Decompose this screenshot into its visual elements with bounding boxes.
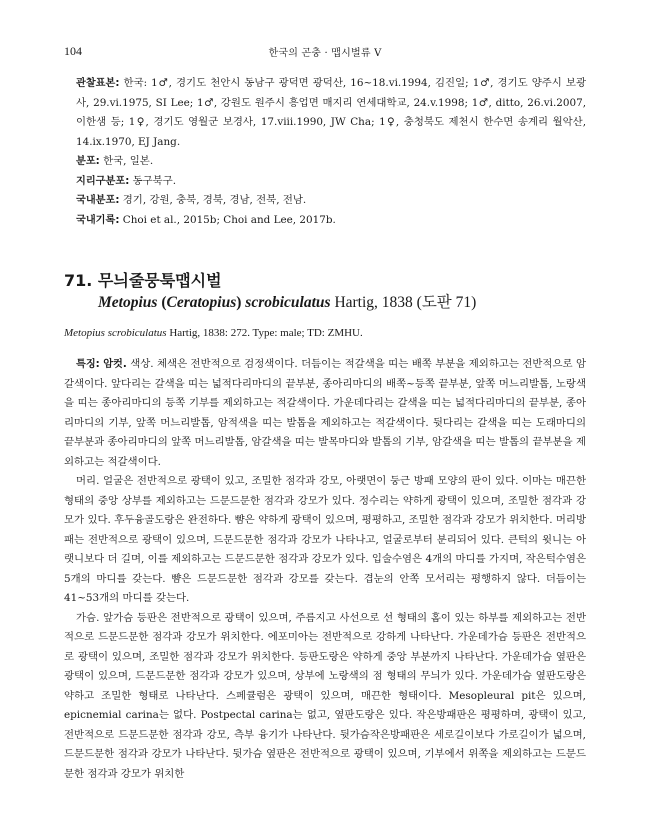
plate-reference: (도판 71) <box>416 294 477 311</box>
features-label: 특징: <box>76 359 100 370</box>
epithet: scrobiculatus <box>245 294 331 311</box>
species-scientific-name: Metopius (Ceratopius) scrobiculatus Hartig, 1838 (도판 71) <box>98 294 477 311</box>
description-head: 머리. 얼굴은 전반적으로 광택이 있고, 조밀한 점각과 강모, 아랫면이 둥근 방패 모양의 판이 있다. 이마는 매끈한 형태의 중앙 상부를 제외하고는 드문드문한 점각과 강모가 있다. 정수리는 약하게 광택이 있으며, 조밀한 점각과 강모가 있다. 후두융골도랑은 완전하다. 뺨은 약하게 광택이 있으며, 평평하고, 조밀한 점각과 강모가 위치한다. 머리방패는 전반적으로 광택이 있으며, 드문드문한 점각과 강모가 나타나고, 얼굴로부터 분리되어 있다. 큰턱의 윗니는 아랫니보다 더 길며, 이를 제외하고는 드문드문한 점각과 강모가 있다. 입술수염은 4개의 마디를 가지며, 작은턱수염은 5개의 마디를 갖는다. 뺨은 드문드문한 점각과 강모를 갖는다. 겹눈의 안쪽 모서리는 평행하지 않다. 더듬이는 41~53개의 마디를 갖는다. <box>64 475 586 604</box>
running-title: 한국의 곤충 · 맵시벌류 V <box>268 48 382 59</box>
subgenus: Ceratopius <box>166 294 237 311</box>
color-text: 색상. 체색은 전반적으로 검정색이다. 더듬이는 적갈색을 띠는 배쪽 부분을 제외하고는 전반적으로 암갈색이다. 앞다리는 갈색을 띠는 넓적다리마디의 끝부분, 종아리마디의 배쪽~등쪽 끝부분, 앞쪽 머느리발톱, 노랑색을 띠는 종아리마디의 등쪽 기부를 제외하고는 적갈색이다. 가운데다리는 갈색을 띠는 넓적다리마디의 끝부분, 종아리마디의 기부, 앞쪽 머느리발톱, 암적색을 띠는 발톱을 제외하고는 적갈색이다. 뒷다리는 갈색을 띠는 도래마디의 끝부분과 종아리마디의 앞쪽 머느리발톱, 암갈색을 띠는 발목마디와 발톱의 기부, 암갈색을 띠는 발톱의 끝부분을 제외하고는 적갈색이다. <box>64 358 587 468</box>
examined-text: 한국: 1♂, 경기도 천안시 동남구 광덕면 광덕산, 16~18.vi.1994, 김진일; 1♂, 경기도 양주시 보광사, 29.vi.1975, SI Lee; 1♂, 강원도 원주시 흥업면 매지리 연세대학교, 24.v.1998; 1♂, ditto, 26.vi.2007, 이한샘 등; 1♀, 경기도 영월군 보경사, 17.viii.1990, JW Cha; 1♀, 충청북도 제천시 한수면 송계리 월악산, 14.ix.1970, EJ Jang. <box>76 77 586 148</box>
domestic-label: 국내분포: <box>76 195 120 206</box>
domestic-distribution <box>64 191 586 211</box>
domestic-records-text: Choi et al., 2015b; Choi and Lee, 2017b. <box>122 213 336 226</box>
zoogeo-text: 동구북구. <box>132 174 177 187</box>
domestic-records <box>64 211 586 231</box>
specimen-records <box>64 74 586 230</box>
description-color <box>64 355 586 472</box>
species-number-name: 71. 무늬줄뭉툭맵시벌 <box>64 271 222 290</box>
examined-material <box>64 74 586 152</box>
distribution-text: 한국, 일본. <box>103 155 154 167</box>
synonym-line <box>64 327 586 339</box>
page-header <box>64 44 586 60</box>
authority: Hartig, 1838 <box>334 294 413 311</box>
domestic-text: 경기, 강원, 충북, 경북, 경남, 전북, 전남. <box>122 194 307 206</box>
distribution <box>64 152 586 172</box>
synonym-name: Metopius scrobiculatus <box>64 327 167 339</box>
synonym-rest: Hartig, 1838: 272. Type: male; TD: ZMHU. <box>169 327 363 339</box>
genus: Metopius <box>98 294 158 311</box>
zoogeo-label: 지리구분포: <box>76 175 130 187</box>
page-number: 104 <box>64 44 82 58</box>
female-label: 암컷. <box>103 359 127 370</box>
description-thorax: 가슴. 앞가슴 등판은 전반적으로 광택이 있으며, 주름지고 사선으로 선 형태의 홈이 있는 하부를 제외하고는 전반적으로 드문드문한 점각과 강모가 위치한다. 에포미아는 전반적으로 강하게 나타난다. 가운데가슴 등판은 전반적으로 광택이 있으며, 조밀한 점각과 강모가 위치한다. 등판도랑은 약하게 중앙 부분까지 나타난다. 가운데가슴 옆판은 광택이 있으며, 드문드문한 점각과 강모가 있으며, 상부에 노랑색의 점 형태의 무늬가 있다. 가운데가슴 옆판도랑은 약하고 조밀한 형태로 나타난다. 스페큘럼은 광택이 있으며, 매끈한 형태이다. Mesopleural pit은 있으며, epicnemial carina는 없다. Postpectal carina는 없고, 옆판도랑은 있다. 작은방패판은 평평하며, 광택이 있고, 전반적으로 드문드문한 점각과 강모, 측부 융기가 나타난다. 뒷가슴작은방패판은 세로길이보다 가로길이가 넓으며, 드문드문한 점각과 강모가 나타난다. 뒷가슴 옆판은 전반적으로 광택이 있으며, 기부에서 위쪽을 제외하고는 드문드문한 점각과 강모가 위치한 <box>64 611 586 780</box>
species-heading <box>64 270 586 314</box>
distribution-label: 분포: <box>76 156 100 167</box>
description <box>64 355 586 784</box>
zoogeographic-distribution <box>64 172 586 192</box>
examined-label: 관찰표본: <box>76 78 120 89</box>
domestic-records-label: 국내기록: <box>76 214 120 226</box>
